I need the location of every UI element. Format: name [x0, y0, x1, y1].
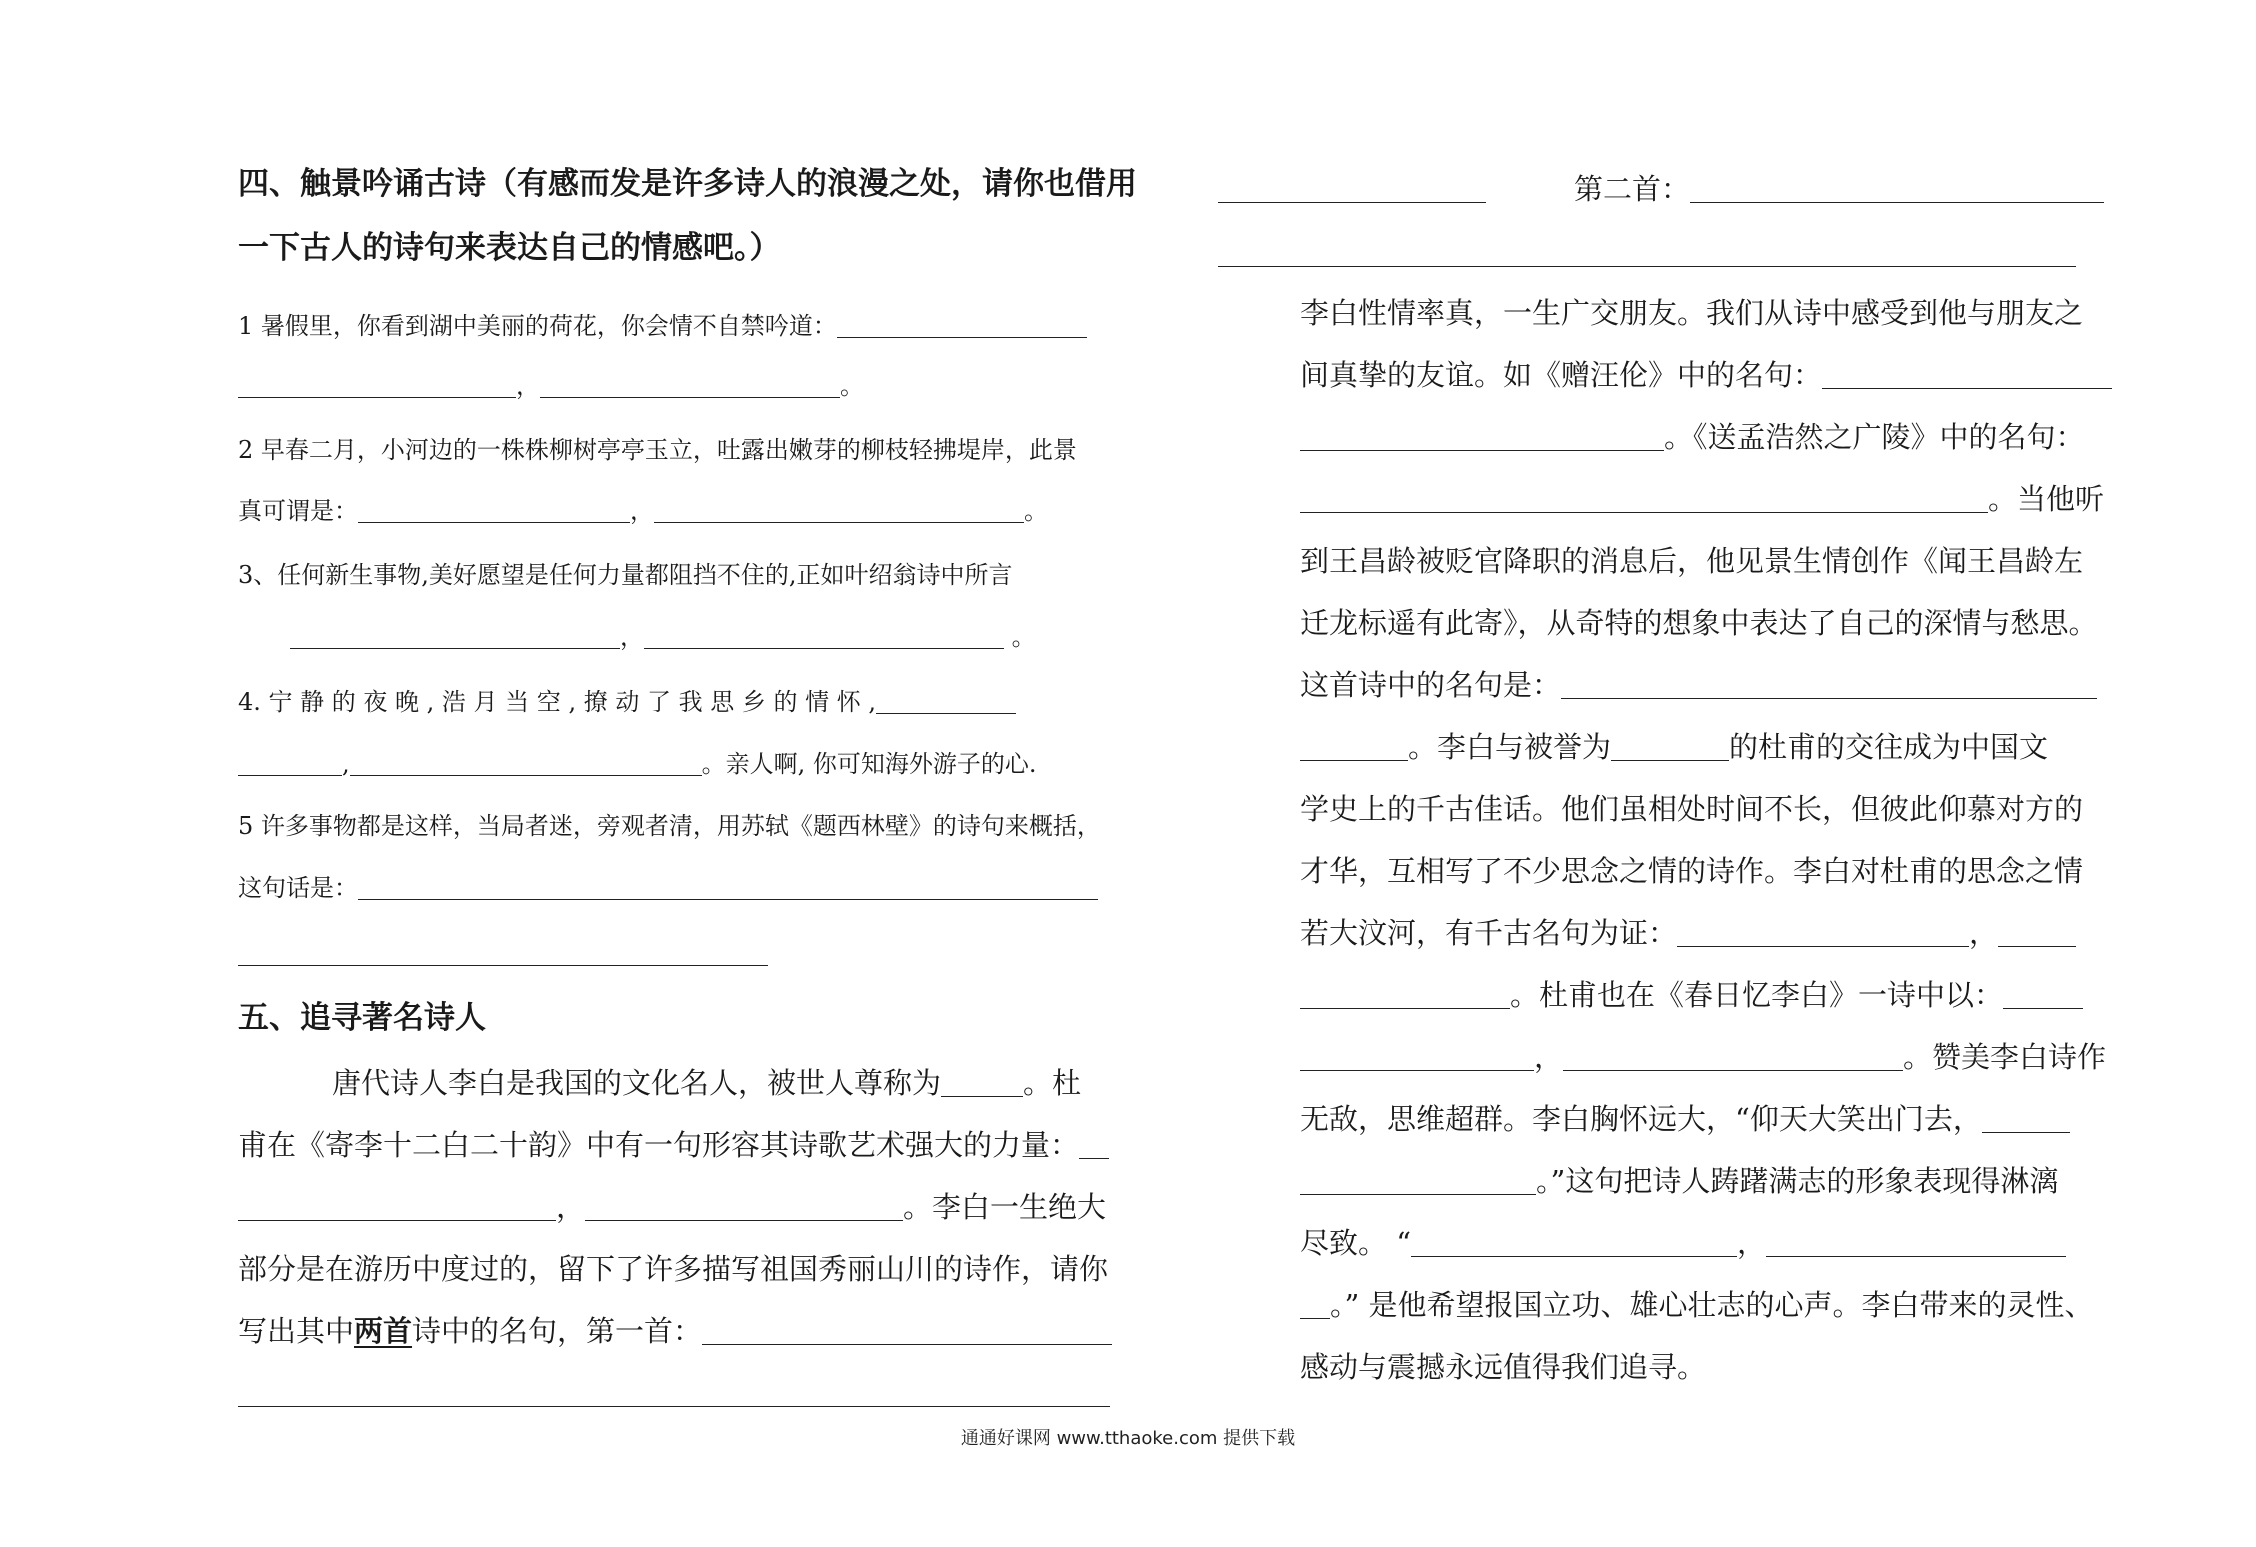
answer-blank[interactable] — [1300, 1289, 1330, 1319]
right-line-15: 。”这句把诗人踌躇满志的形象表现得淋漓 — [1300, 1164, 2058, 1199]
right-line-11: 若大汶河，有千古名句为证： ， — [1300, 916, 2076, 951]
answer-blank[interactable] — [644, 624, 1004, 649]
answer-blank[interactable] — [358, 498, 630, 523]
right-line-6: 迁龙标遥有此寄》，从奇特的想象中表达了自己的深情与愁思。 — [1300, 606, 2098, 640]
answer-blank[interactable] — [1300, 483, 1988, 513]
answer-blank[interactable] — [1690, 173, 2104, 203]
section5-p1-line1: 唐代诗人李白是我国的文化名人，被世人尊称为 。杜 — [332, 1066, 1082, 1100]
answer-blank[interactable] — [941, 1067, 1023, 1097]
footer-source: 通通好课网 www.tthaoke.com 提供下载 — [960, 1428, 1296, 1449]
right-line-12: 。杜甫也在《春日忆李白》一诗中以： — [1300, 978, 2083, 1013]
right-line-5: 到王昌龄被贬官降职的消息后，他见景生情创作《闻王昌龄左 — [1300, 544, 2084, 578]
section5-p1-line3: ， 。李白一生绝大 — [238, 1190, 1106, 1225]
question-1: 1 暑假里，你看到湖中美丽的荷花，你会情不自禁吟道： — [238, 312, 1087, 341]
answer-blank[interactable] — [1300, 1165, 1536, 1195]
answer-blank[interactable] — [1300, 979, 1510, 1009]
section5-p1-line2: 甫在《寄李十二白二十韵》中有一句形容其诗歌艺术强大的力量： — [238, 1128, 1109, 1163]
answer-blank[interactable] — [238, 373, 516, 398]
section5-title: 五、追寻著名诗人 — [238, 1000, 486, 1036]
right-line-14: 无敌，思维超群。李白胸怀远大，“仰天大笑出门去， — [1300, 1102, 2070, 1137]
answer-blank[interactable] — [654, 498, 1024, 523]
right-line-2: 间真挚的友谊。如《赠汪伦》中的名句： — [1300, 358, 2112, 393]
answer-blank[interactable] — [702, 1315, 1112, 1345]
answer-blank[interactable] — [238, 751, 342, 776]
question-4-answers: , 。亲人啊, 你可知海外游子的心. — [238, 750, 1037, 779]
answer-blank[interactable] — [1218, 237, 2076, 267]
answer-blank[interactable] — [238, 941, 768, 966]
answer-blank[interactable] — [1079, 1129, 1109, 1159]
right-line-0: 第二首： — [1218, 172, 2104, 207]
section5-p1-line5: 写出其中两首诗中的名句，第一首： — [238, 1314, 1112, 1349]
answer-blank[interactable] — [540, 373, 840, 398]
right-line-18: 感动与震撼永远值得我们追寻。 — [1300, 1350, 1707, 1384]
answer-blank[interactable] — [837, 313, 1087, 338]
answer-blank[interactable] — [350, 751, 702, 776]
right-line-13: ， 。赞美李白诗作 — [1300, 1040, 2106, 1075]
answer-blank[interactable] — [1611, 731, 1729, 761]
right-line-16: 尽致。 “ ， — [1300, 1226, 2066, 1261]
right-line-blank — [1218, 236, 2076, 271]
right-line-17: 。” 是他希望报国立功、雄心壮志的心声。李白带来的灵性、 — [1300, 1288, 2094, 1323]
answer-blank[interactable] — [1563, 1041, 1903, 1071]
section5-p1-line4: 部分是在游历中度过的，留下了许多描写祖国秀丽山川的诗作，请你 — [238, 1252, 1109, 1286]
question-4: 4. 宁 静 的 夜 晚 , 浩 月 当 空 , 撩 动 了 我 思 乡 的 情 怀 , — [238, 688, 1016, 717]
answer-blank[interactable] — [1218, 173, 1486, 203]
answer-blank[interactable] — [1677, 917, 1969, 947]
answer-blank[interactable] — [1982, 1103, 2070, 1133]
answer-blank[interactable] — [1300, 731, 1408, 761]
section4-title-line1: 四、触景吟诵古诗（有感而发是许多诗人的浪漫之处，请你也借用 — [238, 166, 1137, 202]
answer-blank[interactable] — [2003, 979, 2083, 1009]
answer-blank[interactable] — [238, 1191, 556, 1221]
right-line-1: 李白性情率真，一生广交朋友。我们从诗中感受到他与朋友之 — [1300, 296, 2084, 330]
answer-blank[interactable] — [290, 624, 620, 649]
right-line-3: 。《送孟浩然之广陵》中的名句： — [1300, 420, 2085, 455]
answer-blank[interactable] — [358, 875, 1098, 900]
right-line-7: 这首诗中的名句是： — [1300, 668, 2097, 703]
section4-title-line2: 一下古人的诗句来表达自己的情感吧。） — [238, 230, 781, 266]
question-2: 2 早春二月，小河边的一株株柳树亭亭玉立，吐露出嫩芽的柳枝轻拂堤岸，此景 — [238, 436, 1077, 464]
section5-p1-line6 — [238, 1376, 1110, 1411]
answer-blank[interactable] — [1766, 1227, 2066, 1257]
question-5-answer-line2 — [238, 940, 768, 969]
question-5-answer-line: 这句话是： — [238, 874, 1098, 903]
answer-blank[interactable] — [1411, 1227, 1737, 1257]
right-line-8: 。李白与被誉为 的杜甫的交往成为中国文 — [1300, 730, 2048, 765]
right-line-9: 学史上的千古佳话。他们虽相处时间不长，但彼此仰慕对方的 — [1300, 792, 2084, 826]
answer-blank[interactable] — [585, 1191, 903, 1221]
answer-blank[interactable] — [1300, 421, 1664, 451]
answer-blank[interactable] — [876, 689, 1016, 714]
right-line-4: 。当他听 — [1300, 482, 2104, 517]
answer-blank[interactable] — [1822, 359, 2112, 389]
right-line-10: 才华，互相写了不少思念之情的诗作。李白对杜甫的思念之情 — [1300, 854, 2084, 888]
question-3-answers: ， 。 — [290, 623, 1036, 652]
question-2-answers: 真可谓是： ， 。 — [238, 497, 1048, 525]
question-5: 5 许多事物都是这样，当局者迷，旁观者清，用苏轼《题西林壁》的诗句来概括， — [238, 812, 1101, 840]
question-1-answers: ， 。 — [238, 372, 864, 401]
question-3: 3、任何新生事物,美好愿望是任何力量都阻挡不住的,正如叶绍翁诗中所言 — [238, 561, 1013, 589]
answer-blank[interactable] — [1998, 917, 2076, 947]
answer-blank[interactable] — [238, 1377, 1110, 1407]
answer-blank[interactable] — [1561, 669, 2097, 699]
answer-blank[interactable] — [1300, 1041, 1534, 1071]
